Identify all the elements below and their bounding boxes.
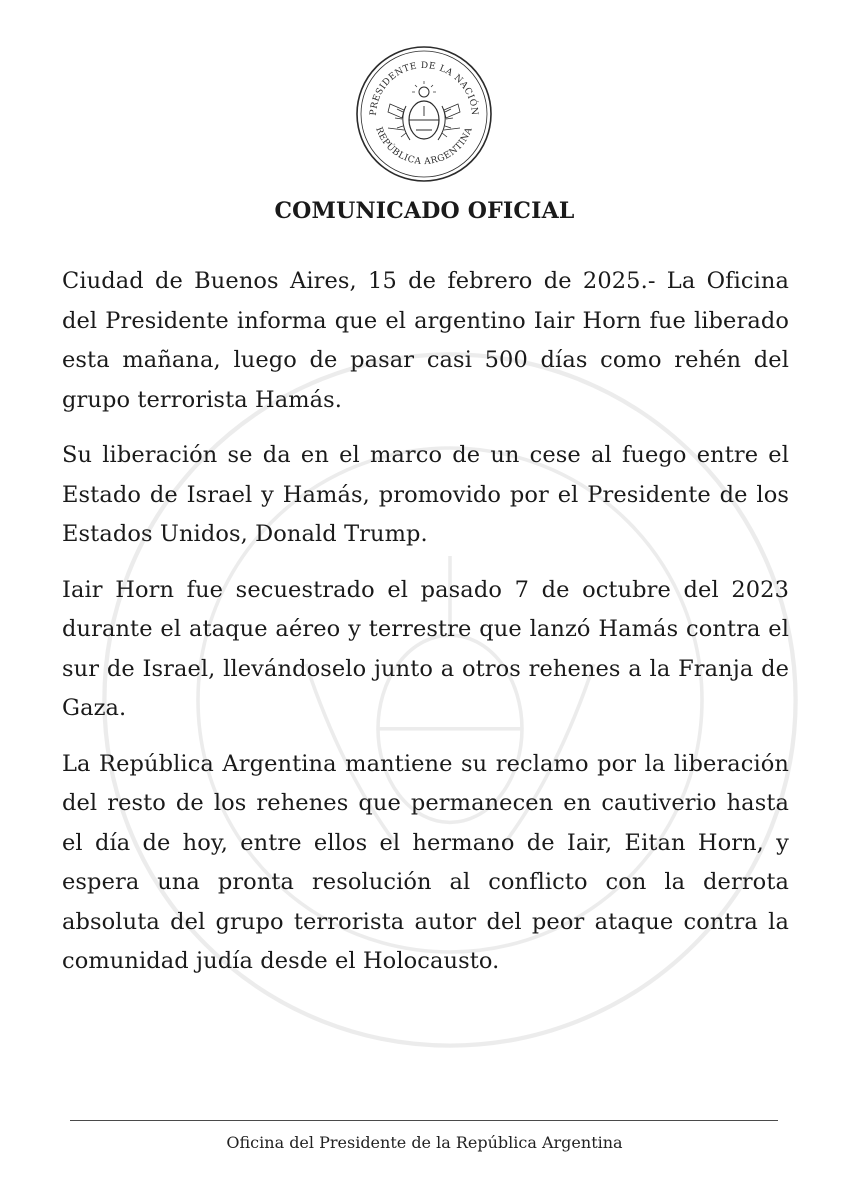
paragraph-1: Ciudad de Buenos Aires, 15 de febrero de 2025.- La Oficina del Presidente informa que el argentino Iair Horn fue liberado esta mañana, luego de pasar casi 500 días como rehén del grupo terrorista Hamás.	[62, 268, 789, 413]
presidential-seal-icon	[354, 44, 494, 184]
paragraph-2: Su liberación se da en el marco de un cese al fuego entre el Estado de Israel y Hamás, promovido por el Presidente de los Estados Unidos, Donald Trump.	[62, 442, 789, 547]
document-body	[62, 262, 789, 998]
footer-divider	[70, 1120, 778, 1121]
paragraph-4: La República Argentina mantiene su reclamo por la liberación del resto de los rehenes que permanecen en cautiverio hasta el día de hoy, entre ellos el hermano de Iair, Eitan Horn, y espera una pronta resolución al conflicto con la derrota absoluta del grupo terrorista autor del peor ataque contra la comunidad judía desde el Holocausto.	[62, 750, 789, 974]
footer-text: Oficina del Presidente de la República Argentina	[226, 1133, 623, 1152]
svg-text:REPÚBLICA ARGENTINA	[373, 126, 475, 167]
seal-top-text: PRESIDENTE DE LA NACIÓN	[368, 60, 480, 117]
seal-bottom-text: REPÚBLICA ARGENTINA	[373, 125, 475, 168]
paragraph-3: Iair Horn fue secuestrado el pasado 7 de octubre del 2023 durante el ataque aéreo y terrestre que lanzó Hamás contra el sur de Israel, llevándoselo junto a otros rehenes a la Franja de Gaza.	[62, 576, 789, 721]
document-title: COMUNICADO OFICIAL	[274, 198, 575, 224]
svg-text:PRESIDENTE DE LA NACIÓN	[369, 61, 480, 116]
